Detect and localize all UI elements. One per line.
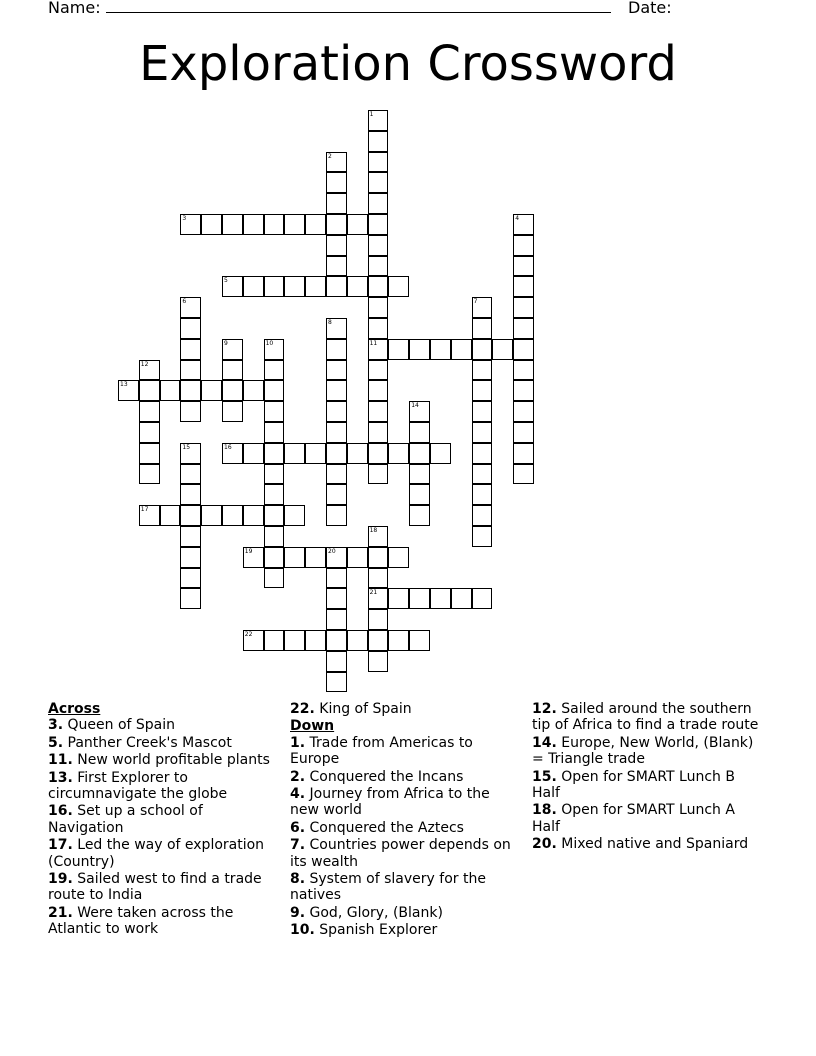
grid-cell[interactable] — [326, 318, 347, 339]
clue-item: 15. Open for SMART Lunch B Half — [532, 768, 735, 802]
grid-cell[interactable] — [430, 339, 451, 360]
grid-cell[interactable] — [326, 152, 347, 173]
grid-cell[interactable] — [368, 214, 389, 235]
grid-cell[interactable] — [368, 318, 389, 339]
clue-number: 3 — [182, 215, 187, 222]
grid-cell[interactable] — [264, 443, 285, 464]
grid-cell[interactable] — [160, 380, 181, 401]
grid-cell[interactable] — [368, 651, 389, 672]
grid-cell[interactable] — [180, 588, 201, 609]
clue-number: 11 — [369, 339, 378, 347]
grid-cell[interactable] — [243, 380, 264, 401]
grid-cell[interactable] — [305, 214, 326, 235]
grid-cell[interactable] — [222, 360, 243, 381]
clue-number: 14 — [411, 402, 419, 410]
grid-cell[interactable] — [347, 443, 368, 464]
grid-cell[interactable] — [326, 422, 347, 443]
grid-cell[interactable] — [368, 609, 389, 630]
clue-item: 16. Set up a school of Navigation — [48, 803, 203, 836]
grid-cell[interactable] — [347, 214, 368, 235]
grid-cell[interactable] — [513, 276, 534, 297]
grid-cell[interactable] — [139, 360, 160, 381]
clue-item: 14. Europe, New World, (Blank) = Triangle trade — [532, 734, 754, 768]
grid-cell[interactable] — [492, 339, 513, 360]
grid-cell[interactable] — [368, 401, 389, 422]
clue-item: 12. Sailed around the southern tip of Africa to find a trade route — [532, 701, 759, 734]
grid-cell[interactable] — [326, 464, 347, 485]
grid-cell[interactable] — [326, 547, 347, 568]
grid-cell[interactable] — [513, 360, 534, 381]
grid-cell[interactable] — [472, 339, 493, 360]
grid-cell[interactable] — [409, 443, 430, 464]
clue-number: 19 — [244, 547, 253, 555]
grid-cell[interactable] — [264, 422, 285, 443]
grid-cell[interactable] — [284, 276, 305, 297]
grid-cell[interactable] — [326, 484, 347, 505]
grid-cell[interactable] — [388, 276, 409, 297]
grid-cell[interactable] — [409, 588, 430, 609]
grid-cell[interactable] — [409, 630, 430, 651]
grid-cell[interactable] — [472, 422, 493, 443]
grid-cell[interactable] — [264, 380, 285, 401]
grid-cell[interactable] — [368, 588, 389, 609]
grid-cell[interactable] — [243, 443, 264, 464]
grid-cell[interactable] — [472, 484, 493, 505]
clue-number: 4 — [515, 215, 520, 222]
grid-cell[interactable] — [180, 380, 201, 401]
grid-cell[interactable] — [388, 630, 409, 651]
grid-cell[interactable] — [326, 172, 347, 193]
grid-cell[interactable] — [513, 464, 534, 485]
grid-cell[interactable] — [368, 193, 389, 214]
grid-cell[interactable] — [180, 484, 201, 505]
grid-cell[interactable] — [513, 339, 534, 360]
grid-cell[interactable] — [180, 339, 201, 360]
grid-cell[interactable] — [326, 193, 347, 214]
grid-cell[interactable] — [222, 214, 243, 235]
grid-cell[interactable] — [284, 214, 305, 235]
name-label: Name: — [48, 0, 101, 17]
grid-cell[interactable] — [326, 443, 347, 464]
grid-cell[interactable] — [222, 339, 243, 360]
clues-column-1 — [48, 701, 280, 939]
grid-cell[interactable] — [326, 360, 347, 381]
grid-cell[interactable] — [264, 276, 285, 297]
grid-cell[interactable] — [243, 214, 264, 235]
grid-cell[interactable] — [368, 360, 389, 381]
grid-cell[interactable] — [472, 443, 493, 464]
grid-cell[interactable] — [513, 214, 534, 235]
grid-cell[interactable] — [326, 256, 347, 277]
grid-cell[interactable] — [513, 318, 534, 339]
grid-cell[interactable] — [368, 131, 389, 152]
clue-item: 6. Conquered the Aztecs — [290, 819, 464, 836]
grid-cell[interactable] — [472, 318, 493, 339]
grid-cell[interactable] — [139, 380, 160, 401]
grid-cell[interactable] — [368, 568, 389, 589]
clue-heading: Across — [48, 701, 101, 717]
grid-cell[interactable] — [472, 297, 493, 318]
grid-cell[interactable] — [368, 443, 389, 464]
grid-cell[interactable] — [180, 568, 201, 589]
grid-cell[interactable] — [409, 339, 430, 360]
grid-cell[interactable] — [201, 505, 222, 526]
grid-cell[interactable] — [472, 360, 493, 381]
grid-cell[interactable] — [513, 256, 534, 277]
grid-cell[interactable] — [284, 547, 305, 568]
grid-cell[interactable] — [264, 568, 285, 589]
grid-cell[interactable] — [326, 235, 347, 256]
clue-item: 7. Countries power depends on its wealth — [290, 837, 511, 870]
grid-cell[interactable] — [139, 401, 160, 422]
clue-number: 21 — [369, 589, 378, 597]
clue-item: 21. Were taken across the Atlantic to work — [48, 904, 234, 938]
grid-cell[interactable] — [201, 214, 222, 235]
grid-cell[interactable] — [243, 505, 264, 526]
grid-cell[interactable] — [326, 630, 347, 651]
grid-cell[interactable] — [409, 464, 430, 485]
grid-cell[interactable] — [368, 297, 389, 318]
grid-cell[interactable] — [222, 380, 243, 401]
grid-cell[interactable] — [368, 464, 389, 485]
grid-cell[interactable] — [368, 110, 389, 131]
clue-number: 5 — [224, 277, 228, 285]
clue-item: 2. Conquered the Incans — [290, 768, 464, 785]
grid-cell[interactable] — [222, 401, 243, 422]
grid-cell[interactable] — [284, 443, 305, 464]
grid-cell[interactable] — [139, 505, 160, 526]
grid-cell[interactable] — [180, 526, 201, 547]
grid-cell[interactable] — [264, 630, 285, 651]
grid-cell[interactable] — [409, 484, 430, 505]
clue-number: 13 — [120, 381, 128, 389]
grid-cell[interactable] — [180, 464, 201, 485]
grid-cell[interactable] — [388, 339, 409, 360]
grid-cell[interactable] — [264, 214, 285, 235]
grid-cell[interactable] — [180, 318, 201, 339]
grid-cell[interactable] — [368, 526, 389, 547]
clue-number: 8 — [328, 319, 332, 326]
grid-cell[interactable] — [222, 443, 243, 464]
grid-cell[interactable] — [409, 422, 430, 443]
clue-item: 13. First Explorer to circumnavigate the globe — [48, 769, 228, 803]
grid-cell[interactable] — [430, 588, 451, 609]
grid-cell[interactable] — [368, 547, 389, 568]
grid-cell[interactable] — [451, 588, 472, 609]
grid-cell[interactable] — [513, 380, 534, 401]
grid-cell[interactable] — [326, 339, 347, 360]
grid-cell[interactable] — [180, 401, 201, 422]
clue-number: 12 — [140, 360, 149, 368]
grid-cell[interactable] — [243, 547, 264, 568]
grid-cell[interactable] — [326, 672, 347, 693]
grid-cell[interactable] — [409, 505, 430, 526]
grid-cell[interactable] — [513, 422, 534, 443]
grid-cell[interactable] — [513, 443, 534, 464]
grid-cell[interactable] — [326, 568, 347, 589]
grid-cell[interactable] — [284, 630, 305, 651]
grid-cell[interactable] — [368, 235, 389, 256]
clue-item: 19. Sailed west to find a trade route to India — [48, 871, 262, 904]
clue-number: 7 — [473, 298, 478, 306]
clue-item: 22. King of Spain — [290, 701, 412, 717]
grid-cell[interactable] — [305, 276, 326, 297]
grid-cell[interactable] — [222, 276, 243, 297]
clues-column-3 — [532, 701, 764, 854]
page-title: Exploration Crossword — [139, 36, 677, 92]
grid-cell[interactable] — [368, 256, 389, 277]
date-label: Date: — [628, 0, 672, 17]
grid-cell[interactable] — [368, 152, 389, 173]
grid-cell[interactable] — [243, 630, 264, 651]
grid-cell[interactable] — [264, 464, 285, 485]
clue-item: 20. Mixed native and Spaniard — [532, 836, 749, 853]
grid-cell[interactable] — [264, 484, 285, 505]
clues-column-2 — [290, 701, 522, 940]
clue-item: 1. Trade from Americas to Europe — [290, 734, 473, 768]
grid-cell[interactable] — [368, 339, 389, 360]
grid-cell[interactable] — [305, 630, 326, 651]
clue-item: 5. Panther Creek's Mascot — [48, 734, 232, 751]
clue-number: 2 — [328, 152, 332, 160]
grid-cell[interactable] — [180, 297, 201, 318]
grid-cell[interactable] — [264, 401, 285, 422]
clue-item: 18. Open for SMART Lunch A Half — [532, 802, 735, 835]
grid-cell[interactable] — [472, 505, 493, 526]
grid-cell[interactable] — [388, 443, 409, 464]
grid-cell[interactable] — [139, 443, 160, 464]
grid-cell[interactable] — [347, 276, 368, 297]
grid-cell[interactable] — [409, 401, 430, 422]
grid-cell[interactable] — [513, 297, 534, 318]
clue-number: 6 — [182, 298, 187, 306]
grid-cell[interactable] — [243, 276, 264, 297]
grid-cell[interactable] — [264, 526, 285, 547]
grid-cell[interactable] — [180, 505, 201, 526]
grid-cell[interactable] — [513, 401, 534, 422]
clue-number: 9 — [224, 339, 228, 347]
grid-cell[interactable] — [118, 380, 139, 401]
clue-item: 8. System of slavery for the natives — [290, 871, 486, 904]
grid-cell[interactable] — [180, 547, 201, 568]
grid-cell[interactable] — [451, 339, 472, 360]
grid-cell[interactable] — [347, 630, 368, 651]
grid-cell[interactable] — [326, 401, 347, 422]
grid-cell[interactable] — [222, 505, 243, 526]
grid-cell[interactable] — [472, 588, 493, 609]
grid-cell[interactable] — [368, 172, 389, 193]
clue-number: 17 — [140, 506, 149, 514]
clue-item: 9. God, Glory, (Blank) — [290, 904, 443, 921]
grid-cell[interactable] — [264, 360, 285, 381]
grid-cell[interactable] — [326, 380, 347, 401]
clue-number: 10 — [265, 339, 274, 347]
clue-item: 4. Journey from Africa to the new world — [290, 786, 490, 819]
grid-cell[interactable] — [180, 443, 201, 464]
grid-cell[interactable] — [430, 443, 451, 464]
grid-cell[interactable] — [284, 505, 305, 526]
grid-cell[interactable] — [326, 276, 347, 297]
grid-cell[interactable] — [513, 235, 534, 256]
clue-item: 10. Spanish Explorer — [290, 922, 438, 939]
grid-cell[interactable] — [472, 526, 493, 547]
clue-number: 15 — [182, 443, 191, 451]
grid-cell[interactable] — [388, 588, 409, 609]
grid-cell[interactable] — [201, 380, 222, 401]
grid-cell[interactable] — [326, 609, 347, 630]
clue-number: 1 — [369, 111, 374, 118]
grid-cell[interactable] — [326, 651, 347, 672]
grid-cell[interactable] — [472, 380, 493, 401]
grid-cell[interactable] — [472, 401, 493, 422]
clue-item: 11. New world profitable plants — [48, 752, 270, 769]
grid-cell[interactable] — [264, 505, 285, 526]
clue-number: 16 — [224, 443, 232, 451]
grid-cell[interactable] — [472, 464, 493, 485]
grid-cell[interactable] — [160, 505, 181, 526]
grid-cell[interactable] — [368, 630, 389, 651]
clue-number: 20 — [328, 547, 336, 555]
clue-item: 17. Led the way of exploration (Country) — [48, 837, 265, 870]
grid-cell[interactable] — [326, 214, 347, 235]
grid-cell[interactable] — [326, 588, 347, 609]
grid-cell[interactable] — [180, 214, 201, 235]
clue-number: 22 — [244, 631, 253, 638]
grid-cell[interactable] — [305, 443, 326, 464]
grid-cell[interactable] — [139, 464, 160, 485]
grid-cell[interactable] — [347, 547, 368, 568]
grid-cell[interactable] — [368, 276, 389, 297]
grid-cell[interactable] — [180, 360, 201, 381]
clue-number: 18 — [369, 527, 378, 534]
grid-cell[interactable] — [326, 505, 347, 526]
grid-cell[interactable] — [264, 547, 285, 568]
grid-cell[interactable] — [388, 547, 409, 568]
grid-cell[interactable] — [368, 422, 389, 443]
grid-cell[interactable] — [264, 339, 285, 360]
clue-heading: Down — [290, 718, 335, 735]
grid-cell[interactable] — [139, 422, 160, 443]
grid-cell[interactable] — [305, 547, 326, 568]
clue-item: 3. Queen of Spain — [48, 717, 176, 734]
grid-cell[interactable] — [368, 380, 389, 401]
